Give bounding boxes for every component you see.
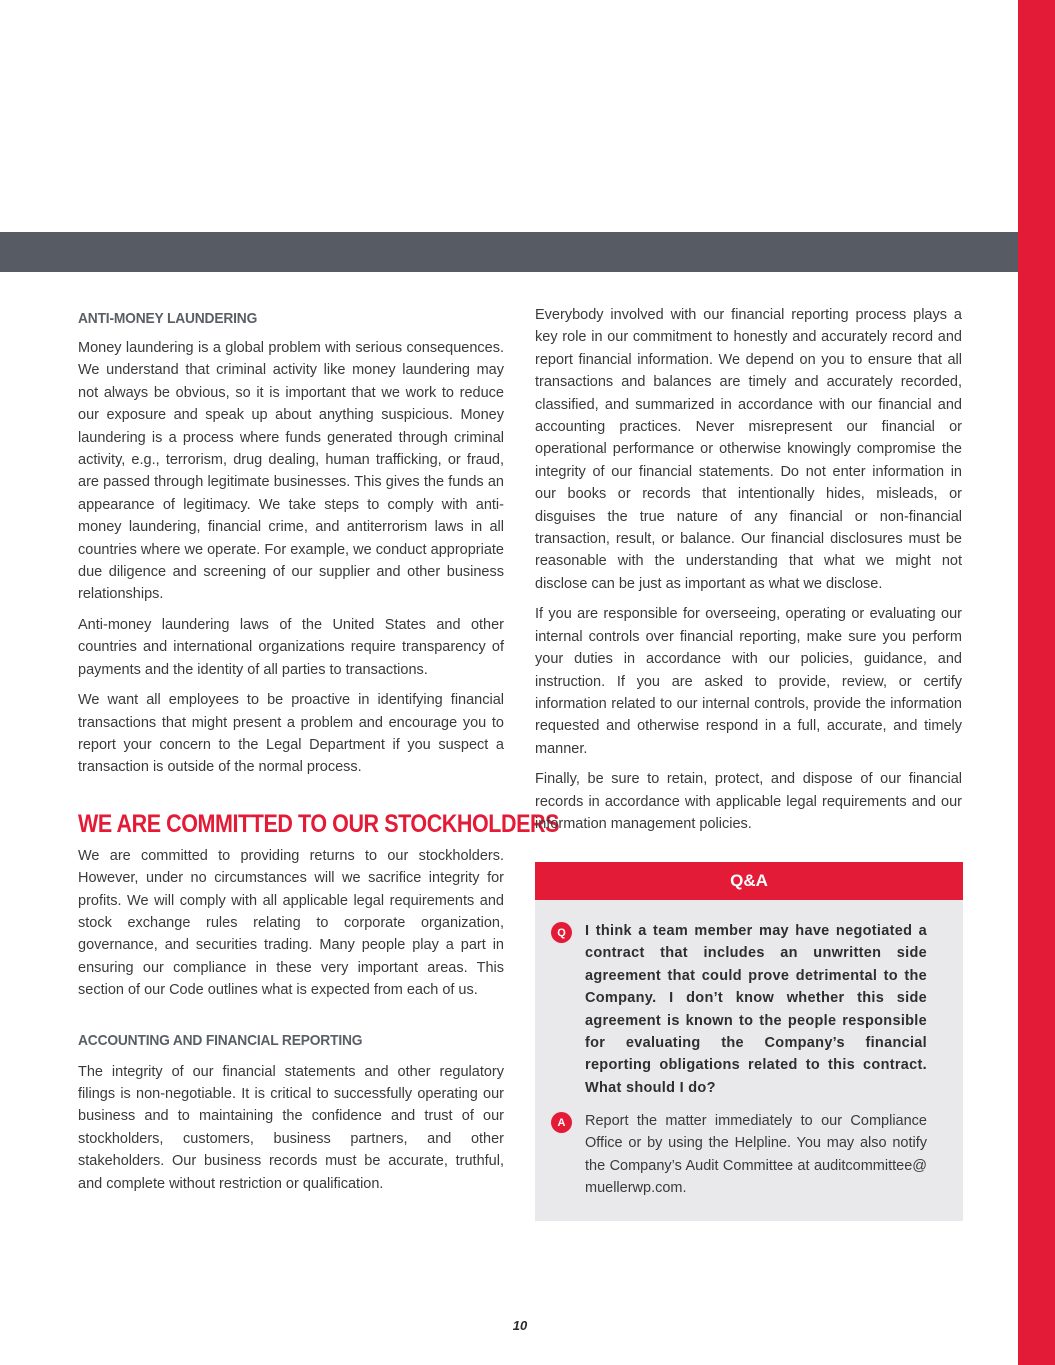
accounting-paragraph: The integrity of our financial statements and other regulatory filings is non-negotiable. It is critical to successfully operating our business and to maintaining the confidence and trust of our stockholders, customers, business partners, and other stakeholders. Our business records must be accurate, truthful, and complete without restriction or qualification. xyxy=(78,1063,504,1192)
edge-accent-bar xyxy=(1018,0,1055,1365)
heading-accounting: ACCOUNTING AND FINANCIAL REPORTING xyxy=(78,1031,363,1049)
answer-text: Report the matter immediately to our Compliance Office or by using the Helpline. You may also notify the Company’s Audit Committee at auditcommittee@ muellerwp.com. xyxy=(585,1113,927,1197)
heading-anti-money-laundering: ANTI-MONEY LAUNDERING xyxy=(78,310,258,327)
header-band xyxy=(0,232,1018,272)
reporting-paragraph-2: If you are responsible for overseeing, operating or evaluating our internal controls over financial reporting, make sure you perform your duties in accordance with our policies, guidance, and instruction. If you are asked to provide, review, or certify information related to our internal controls, provide the information requested and otherwise respond in a full, accurate, and timely manner. xyxy=(535,606,962,757)
aml-paragraph-2: Anti-money laundering laws of the United States and other countries and international organizations require transparency of payments and the identity of all parties to transactions. xyxy=(78,616,504,678)
aml-paragraph-1: Money laundering is a global problem with serious consequences. We understand that criminal activity like money laundering may not always be obvious, so it is important that we work to reduce our exposure and speak up about anything suspicious. Money laundering is a process where funds generated through criminal activity, e.g., terrorism, drug dealing, human trafficking, or fraud, are passed through legitimate businesses. This gives the funds an appearance of legitimacy. We take steps to comply with anti-money laundering, financial crime, and antiterrorism laws in all countries where we operate. For example, we conduct appropriate due diligence and screening of our supplier and other business relationships. xyxy=(78,340,504,603)
question-badge-icon: Q xyxy=(551,922,572,943)
page-number: 10 xyxy=(512,1318,528,1333)
stockholders-paragraph: We are committed to providing returns to our stockholders. However, under no circumstances will we sacrifice integrity for profits. We will comply with all applicable legal requirements and stock exchange rules relating to corporate organization, governance, and securities trading. Many people play a part in ensuring our compliance in these very important areas. This section of our Code outlines what is expected from each of us. xyxy=(78,847,504,999)
right-column xyxy=(535,304,962,835)
aml-paragraph-3: We want all employees to be proactive in identifying financial transactions that might present a problem and encourage you to report your concern to the Legal Department if you suspect a transaction is outside of the normal process. xyxy=(78,692,504,776)
qa-box xyxy=(535,862,963,1221)
reporting-paragraph-3: Finally, be sure to retain, protect, and dispose of our financial records in accordance with applicable legal requirements and our information management policies. xyxy=(535,771,962,832)
heading-stockholders: WE ARE COMMITTED TO OUR STOCKHOLDERS xyxy=(78,809,560,838)
qa-answer xyxy=(551,1110,927,1200)
reporting-paragraph-1: Everybody involved with our financial reporting process plays a key role in our commitment to honestly and accurately record and report financial information. We depend on you to ensure that all transactions and balances are timely and accurately recorded, classified, and summarized in accordance with our financial and accounting practices. Never misrepresent our financial or operational performance or otherwise knowingly compromise the integrity of our financial statements. Do not enter information in our books or records that intentionally hides, misleads, or disguises the true nature of any financial or non-financial transaction, result, or balance. Our financial disclosures must be reasonable with the understanding that what we might not disclose can be just as important as what we disclose. xyxy=(535,307,962,592)
qa-title: Q&A xyxy=(535,862,963,900)
qa-question xyxy=(551,920,927,1099)
answer-badge-icon: A xyxy=(551,1112,572,1133)
question-text: I think a team member may have negotiated a contract that includes an unwritten side agreement that could prove detrimental to the Company. I don’t know whether this side agreement is known to the people responsible for evaluating the Company’s financial reporting obligations related to this contract. What should I do? xyxy=(585,923,927,1096)
left-column xyxy=(78,305,560,1195)
